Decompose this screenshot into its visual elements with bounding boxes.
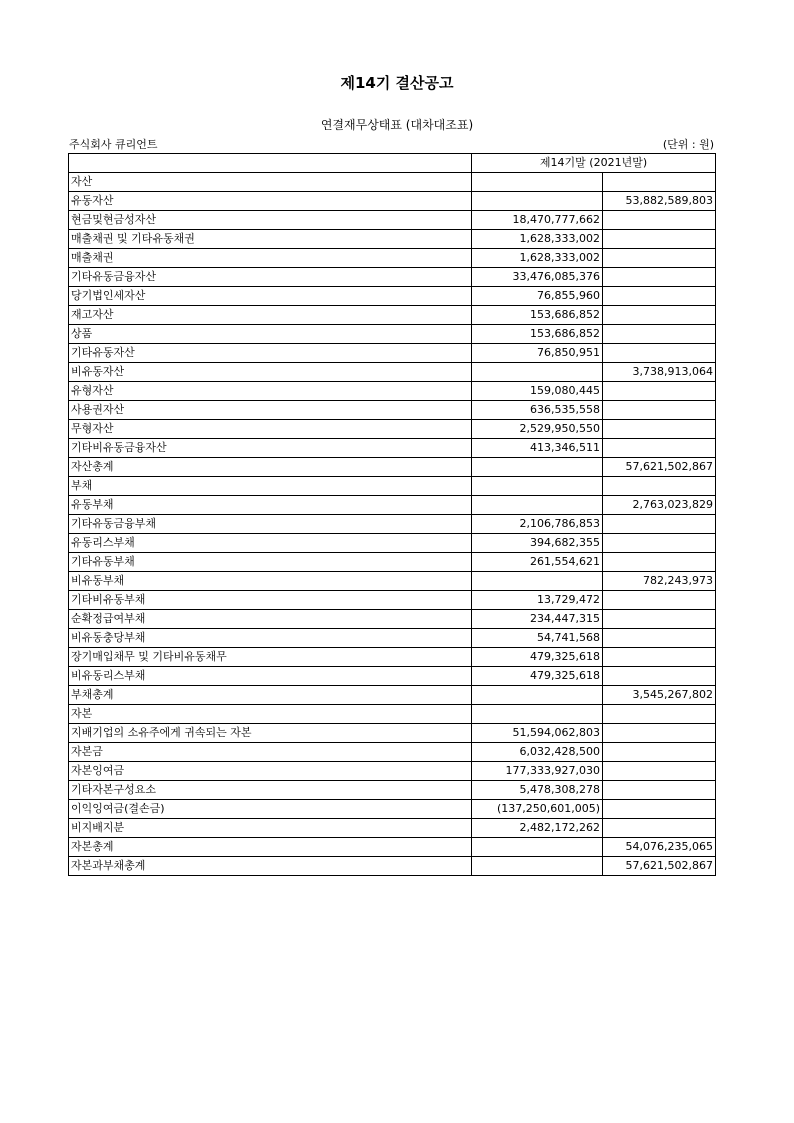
subtotal-amount	[603, 819, 716, 838]
detail-amount: 153,686,852	[472, 306, 603, 325]
detail-amount	[472, 496, 603, 515]
subtotal-amount	[603, 515, 716, 534]
detail-amount: 76,850,951	[472, 344, 603, 363]
subtotal-amount	[603, 648, 716, 667]
subtotal-amount: 782,243,973	[603, 572, 716, 591]
table-row	[69, 420, 716, 439]
detail-amount: 18,470,777,662	[472, 211, 603, 230]
subtotal-amount	[603, 553, 716, 572]
detail-amount: 5,478,308,278	[472, 781, 603, 800]
subtotal-amount	[603, 173, 716, 192]
account-label: 비지배지분	[69, 819, 472, 838]
detail-amount: 33,476,085,376	[472, 268, 603, 287]
account-label: 비유동리스부채	[69, 667, 472, 686]
table-row	[69, 249, 716, 268]
subtotal-amount: 54,076,235,065	[603, 838, 716, 857]
table-row	[69, 363, 716, 382]
account-label: 기타비유동금융자산	[69, 439, 472, 458]
subtotal-amount	[603, 439, 716, 458]
table-row	[69, 439, 716, 458]
account-label: 기타유동부채	[69, 553, 472, 572]
detail-amount: 1,628,333,002	[472, 230, 603, 249]
account-label: 자본과부채총계	[69, 857, 472, 876]
table-row	[69, 325, 716, 344]
subtotal-amount: 57,621,502,867	[603, 857, 716, 876]
table-row	[69, 781, 716, 800]
table-row	[69, 344, 716, 363]
account-label: 자본잉여금	[69, 762, 472, 781]
detail-amount: 51,594,062,803	[472, 724, 603, 743]
table-row	[69, 800, 716, 819]
account-label: 기타자본구성요소	[69, 781, 472, 800]
account-label: 유형자산	[69, 382, 472, 401]
table-row	[69, 401, 716, 420]
account-label: 재고자산	[69, 306, 472, 325]
account-label: 자산	[69, 173, 472, 192]
subtotal-amount	[603, 667, 716, 686]
account-label: 유동부채	[69, 496, 472, 515]
table-row	[69, 838, 716, 857]
page-title: 제14기 결산공고	[340, 74, 454, 92]
subtotal-amount	[603, 230, 716, 249]
detail-amount	[472, 705, 603, 724]
account-label: 장기매입채무 및 기타비유동채무	[69, 648, 472, 667]
account-label: 부채총계	[69, 686, 472, 705]
table-header-row	[69, 154, 716, 173]
table-row	[69, 572, 716, 591]
subtotal-amount	[603, 268, 716, 287]
account-label: 자본금	[69, 743, 472, 762]
detail-amount: 413,346,511	[472, 439, 603, 458]
account-label: 매출채권 및 기타유동채권	[69, 230, 472, 249]
subtotal-amount	[603, 249, 716, 268]
subtotal-amount	[603, 629, 716, 648]
table-row	[69, 458, 716, 477]
subtotal-amount	[603, 287, 716, 306]
subtotal-amount	[603, 325, 716, 344]
company-name: 주식회사 큐리언트	[69, 138, 158, 151]
account-label: 기타유동금융자산	[69, 268, 472, 287]
account-label: 비유동충당부채	[69, 629, 472, 648]
detail-amount: 13,729,472	[472, 591, 603, 610]
detail-amount	[472, 363, 603, 382]
detail-amount: (137,250,601,005)	[472, 800, 603, 819]
table-row	[69, 534, 716, 553]
detail-amount	[472, 173, 603, 192]
subtotal-amount: 57,621,502,867	[603, 458, 716, 477]
account-label: 사용권자산	[69, 401, 472, 420]
unit-label: (단위 : 원)	[662, 138, 714, 151]
table-row	[69, 496, 716, 515]
detail-amount	[472, 686, 603, 705]
account-label: 비유동부채	[69, 572, 472, 591]
subtotal-amount	[603, 781, 716, 800]
subtotal-amount	[603, 591, 716, 610]
table-row	[69, 667, 716, 686]
subtotal-amount	[603, 477, 716, 496]
statement-subtitle: 연결재무상태표 (대차대조표)	[320, 118, 474, 132]
subtotal-amount	[603, 211, 716, 230]
detail-amount: 2,106,786,853	[472, 515, 603, 534]
account-label: 유동리스부채	[69, 534, 472, 553]
account-label: 지배기업의 소유주에게 귀속되는 자본	[69, 724, 472, 743]
table-row	[69, 724, 716, 743]
account-label: 상품	[69, 325, 472, 344]
table-row	[69, 173, 716, 192]
table-body	[69, 173, 716, 876]
subtotal-amount	[603, 800, 716, 819]
account-label: 매출채권	[69, 249, 472, 268]
account-label: 이익잉여금(결손금)	[69, 800, 472, 819]
account-label: 당기법인세자산	[69, 287, 472, 306]
period-header: 제14기말 (2021년말)	[472, 154, 716, 173]
detail-amount: 6,032,428,500	[472, 743, 603, 762]
account-label: 기타유동자산	[69, 344, 472, 363]
detail-amount	[472, 477, 603, 496]
detail-amount: 76,855,960	[472, 287, 603, 306]
account-label: 기타유동금융부채	[69, 515, 472, 534]
detail-amount: 479,325,618	[472, 667, 603, 686]
subtotal-amount	[603, 306, 716, 325]
subtotal-amount	[603, 401, 716, 420]
table-row	[69, 306, 716, 325]
subtotal-amount	[603, 534, 716, 553]
detail-amount: 159,080,445	[472, 382, 603, 401]
subtotal-amount	[603, 724, 716, 743]
table-row	[69, 762, 716, 781]
account-label: 현금및현금성자산	[69, 211, 472, 230]
subtotal-amount	[603, 762, 716, 781]
table-row	[69, 515, 716, 534]
table-row	[69, 648, 716, 667]
subtotal-amount	[603, 382, 716, 401]
subtotal-amount	[603, 344, 716, 363]
account-label: 비유동자산	[69, 363, 472, 382]
table-row	[69, 819, 716, 838]
detail-amount	[472, 857, 603, 876]
account-label: 기타비유동부채	[69, 591, 472, 610]
table-row	[69, 268, 716, 287]
table-row	[69, 477, 716, 496]
table-row	[69, 743, 716, 762]
table-row	[69, 591, 716, 610]
table-row	[69, 192, 716, 211]
detail-amount: 261,554,621	[472, 553, 603, 572]
subtotal-amount	[603, 610, 716, 629]
detail-amount: 394,682,355	[472, 534, 603, 553]
detail-amount	[472, 572, 603, 591]
table-row	[69, 857, 716, 876]
detail-amount: 636,535,558	[472, 401, 603, 420]
detail-amount: 177,333,927,030	[472, 762, 603, 781]
detail-amount: 479,325,618	[472, 648, 603, 667]
detail-amount: 2,482,172,262	[472, 819, 603, 838]
account-label: 무형자산	[69, 420, 472, 439]
detail-amount: 2,529,950,550	[472, 420, 603, 439]
account-label: 자본총계	[69, 838, 472, 857]
account-label: 자산총계	[69, 458, 472, 477]
table-row	[69, 629, 716, 648]
table-row	[69, 705, 716, 724]
table-row	[69, 553, 716, 572]
account-label: 순확정급여부채	[69, 610, 472, 629]
subtotal-amount	[603, 420, 716, 439]
subtotal-amount	[603, 705, 716, 724]
detail-amount	[472, 838, 603, 857]
subtotal-amount	[603, 743, 716, 762]
detail-amount	[472, 192, 603, 211]
detail-amount: 234,447,315	[472, 610, 603, 629]
table-row	[69, 211, 716, 230]
subtotal-amount: 3,545,267,802	[603, 686, 716, 705]
balance-sheet-table	[68, 153, 716, 876]
subtotal-amount: 53,882,589,803	[603, 192, 716, 211]
table-row	[69, 610, 716, 629]
detail-amount	[472, 458, 603, 477]
detail-amount: 153,686,852	[472, 325, 603, 344]
detail-amount: 1,628,333,002	[472, 249, 603, 268]
table-row	[69, 230, 716, 249]
account-label: 부채	[69, 477, 472, 496]
table-row	[69, 382, 716, 401]
header-account-cell	[69, 154, 472, 173]
table-row	[69, 686, 716, 705]
table-row	[69, 287, 716, 306]
account-label: 자본	[69, 705, 472, 724]
account-label: 유동자산	[69, 192, 472, 211]
detail-amount: 54,741,568	[472, 629, 603, 648]
subtotal-amount: 3,738,913,064	[603, 363, 716, 382]
subtotal-amount: 2,763,023,829	[603, 496, 716, 515]
